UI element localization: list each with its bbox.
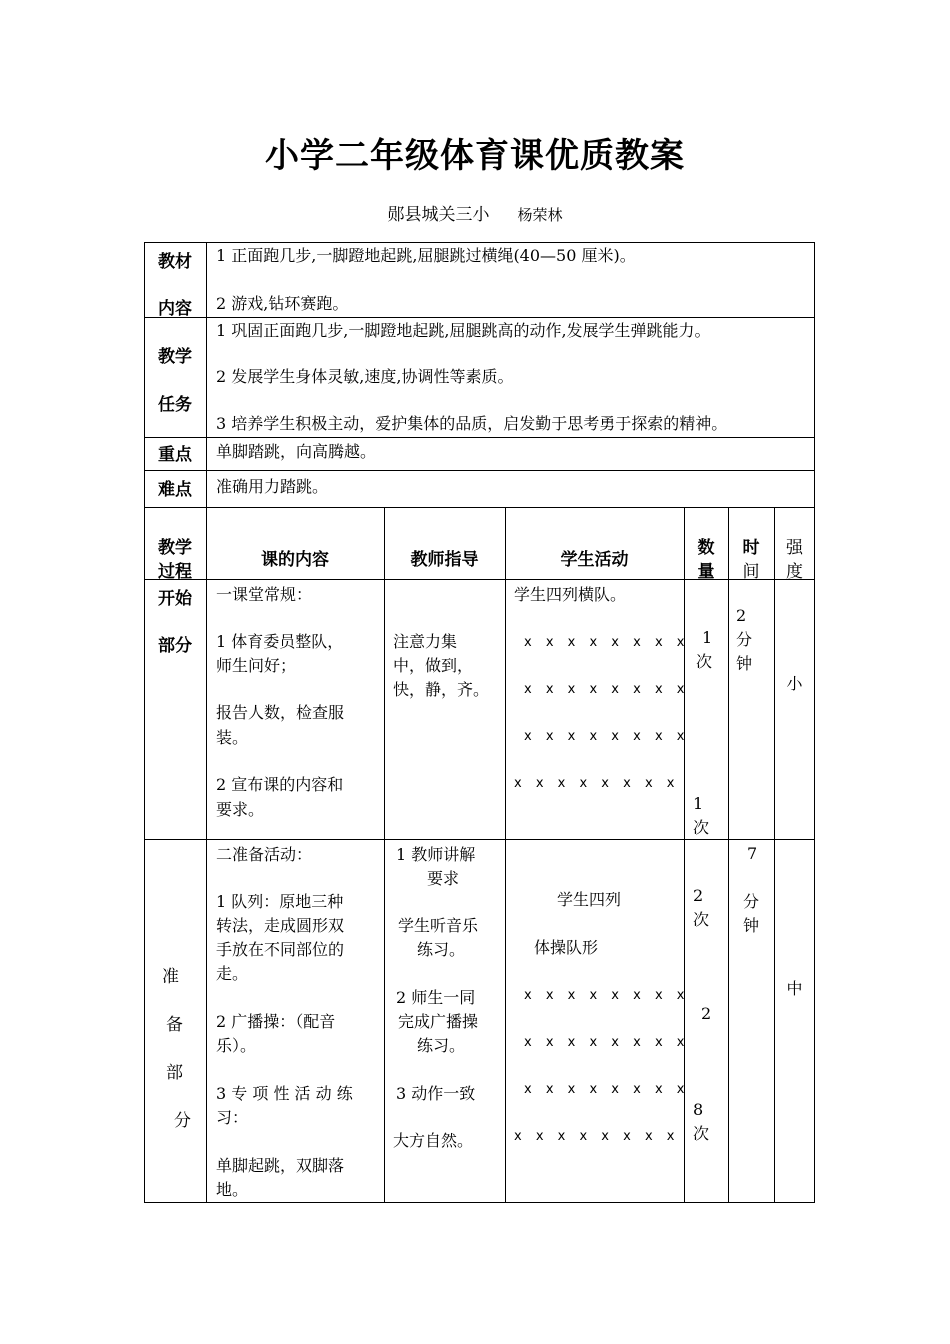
prep-content-line: 单脚起跳，双脚落	[216, 1156, 345, 1175]
prep-content-line: 走。	[216, 964, 249, 983]
formation-row: x x x x x x x x	[514, 1129, 680, 1144]
task-line-3: 3 培养学生积极主动，爱护集体的品质，启发勤于思考勇于探索的精神。	[216, 414, 728, 433]
label-start-section: 开始	[158, 589, 192, 609]
key-point-text: 单脚踏跳，向高腾越。	[216, 442, 377, 461]
formation-row: x x x x x x x x	[524, 1082, 690, 1097]
column-divider	[206, 242, 207, 1203]
difficulty-text: 准确用力踏跳。	[216, 477, 329, 496]
start-count: 1	[693, 794, 704, 813]
prep-content-line: 手放在不同部位的	[216, 940, 345, 959]
start-teacher-line: 快，静，齐。	[393, 680, 490, 699]
header-content: 课的内容	[261, 550, 329, 570]
start-content-line: 1 体育委员整队，	[216, 632, 344, 651]
column-divider	[684, 507, 685, 1203]
header-process: 教学	[158, 538, 192, 558]
prep-content-line: 1 队列：原地三种	[216, 892, 344, 911]
prep-time: 7	[747, 844, 758, 863]
label-difficulty: 难点	[158, 480, 192, 500]
start-student-title: 学生四列横队。	[514, 585, 627, 604]
prep-content-line: 习：	[216, 1108, 249, 1127]
table-border-bottom	[144, 1202, 815, 1203]
label-material-2: 内容	[158, 299, 192, 319]
header-intensity-2: 度	[786, 562, 803, 582]
start-content-line: 要求。	[216, 800, 265, 819]
label-task-2: 任务	[158, 395, 192, 415]
header-time-2: 间	[742, 562, 760, 582]
start-time: 分	[736, 630, 753, 649]
header-time: 时	[742, 538, 760, 558]
material-line-1: 1 正面跑几步,一脚蹬地起跳,屈腿跳过横绳(40—50 厘米)。	[216, 246, 636, 265]
prep-count: 8	[693, 1100, 704, 1119]
prep-count: 2	[701, 1004, 712, 1023]
start-intensity: 小	[786, 674, 803, 693]
prep-count: 次	[693, 1124, 710, 1143]
prep-content-line: 3 专 项 性 活 动 练	[216, 1084, 353, 1103]
row-divider	[144, 437, 815, 438]
task-line-1: 1 巩固正面跑几步,一脚蹬地起跳,屈腿跳高的动作,发展学生弹跳能力。	[216, 321, 711, 340]
prep-count: 次	[693, 910, 710, 929]
label-material: 教材	[158, 252, 192, 272]
start-teacher-line: 中，做到，	[393, 656, 474, 675]
prep-time: 分	[743, 892, 760, 911]
column-divider	[384, 507, 385, 1203]
start-content-line: 一课堂常规：	[216, 585, 313, 604]
prep-student-line: 体操队形	[534, 938, 599, 957]
column-divider	[774, 507, 775, 1203]
prep-teacher-line: 练习。	[417, 940, 466, 959]
formation-row: x x x x x x x x	[524, 1035, 690, 1050]
lesson-plan-table	[144, 242, 815, 1203]
row-divider	[144, 317, 815, 318]
column-divider	[728, 507, 729, 1203]
prep-count: 2	[693, 886, 704, 905]
start-content-line: 装。	[216, 728, 249, 747]
author-name: 杨荣林	[517, 206, 563, 224]
start-count: 1	[702, 628, 713, 647]
label-prep-section: 分	[174, 1111, 191, 1131]
label-prep-section: 部	[166, 1063, 183, 1083]
label-start-section-2: 部分	[158, 636, 192, 656]
prep-teacher-line: 练习。	[417, 1036, 466, 1055]
start-content-line: 师生问好；	[216, 656, 297, 675]
prep-content-line: 地。	[216, 1180, 249, 1199]
prep-student-line: 学生四列	[557, 890, 622, 909]
prep-intensity: 中	[786, 979, 803, 998]
start-count: 次	[693, 818, 710, 837]
prep-content-line: 转法，走成圆形双	[216, 916, 345, 935]
row-divider	[144, 839, 815, 840]
label-prep-section: 准	[162, 967, 179, 987]
label-task: 教学	[158, 347, 192, 367]
prep-teacher-line: 完成广播操	[398, 1012, 479, 1031]
start-time: 钟	[736, 654, 753, 673]
header-count-2: 量	[697, 562, 715, 582]
start-teacher-line: 注意力集	[393, 632, 458, 651]
header-process-2: 过程	[158, 562, 192, 582]
label-key-point: 重点	[158, 445, 192, 465]
document-title: 小学二年级体育课优质教案	[265, 136, 685, 176]
formation-row: x x x x x x x x	[524, 682, 690, 697]
row-divider	[144, 470, 815, 471]
start-content-line: 2 宣布课的内容和	[216, 775, 344, 794]
prep-teacher-line: 3 动作一致	[396, 1084, 476, 1103]
prep-teacher-line: 大方自然。	[393, 1131, 474, 1150]
label-prep-section: 备	[166, 1015, 183, 1035]
header-intensity: 强	[786, 538, 803, 558]
formation-row: x x x x x x x x	[524, 729, 690, 744]
prep-time: 钟	[743, 916, 760, 935]
formation-row: x x x x x x x x	[514, 776, 680, 791]
table-border-top	[144, 242, 815, 243]
row-divider	[144, 507, 815, 508]
prep-teacher-line: 学生听音乐	[398, 916, 479, 935]
table-border-left	[144, 242, 145, 1203]
start-time: 2	[736, 606, 747, 625]
prep-content-line: 乐）。	[216, 1036, 257, 1055]
document-byline	[0, 200, 950, 225]
prep-content-line: 二准备活动：	[216, 845, 313, 864]
material-line-2: 2 游戏,钻环赛跑。	[216, 294, 349, 313]
header-student: 学生活动	[560, 550, 629, 570]
prep-teacher-line: 1 教师讲解	[396, 845, 476, 864]
formation-row: x x x x x x x x	[524, 635, 690, 650]
formation-row: x x x x x x x x	[524, 988, 690, 1003]
prep-teacher-line: 2 师生一同	[396, 988, 476, 1007]
start-count: 次	[696, 652, 713, 671]
task-line-2: 2 发展学生身体灵敏,速度,协调性等素质。	[216, 367, 514, 386]
column-divider	[505, 507, 506, 1203]
prep-content-line: 2 广播操：（配音	[216, 1012, 336, 1031]
school-name: 郧县城关三小	[387, 205, 490, 225]
header-count: 数	[697, 538, 715, 558]
header-teacher: 教师指导	[410, 550, 479, 570]
table-border-right	[814, 242, 815, 1203]
start-content-line: 报告人数，检查服	[216, 703, 345, 722]
prep-teacher-line: 要求	[427, 869, 460, 888]
